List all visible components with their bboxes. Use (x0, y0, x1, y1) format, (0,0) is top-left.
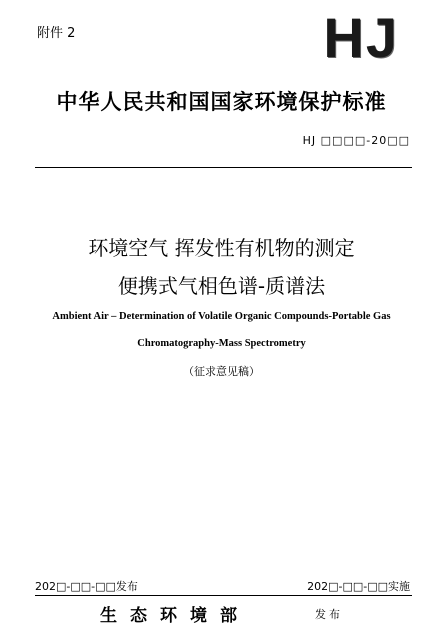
implementation-date: 202□-□□-□□实施 (307, 580, 410, 593)
issue-date: 202□-□□-□□发布 (35, 580, 138, 593)
publish-word: 发布 (315, 608, 343, 621)
draft-note: （征求意见稿） (183, 365, 260, 378)
top-divider (35, 167, 412, 168)
standard-number: HJ □□□□-20□□ (302, 134, 410, 147)
hj-logo: HJ (323, 6, 399, 69)
chinese-title-line-2: 便携式气相色谱-质谱法 (117, 274, 326, 298)
bottom-divider (35, 595, 412, 596)
attachment-label: 附件 2 (37, 26, 76, 41)
standard-organization: 中华人民共和国国家环境保护标准 (56, 90, 387, 114)
english-title-line-2: Chromatography-Mass Spectrometry (137, 338, 306, 349)
english-title-line-1: Ambient Air – Determination of Volatile Organic Compounds-Portable Gas (52, 311, 391, 322)
publisher: 生态环境部 (100, 606, 250, 626)
chinese-title-line-1: 环境空气 挥发性有机物的测定 (88, 236, 355, 260)
